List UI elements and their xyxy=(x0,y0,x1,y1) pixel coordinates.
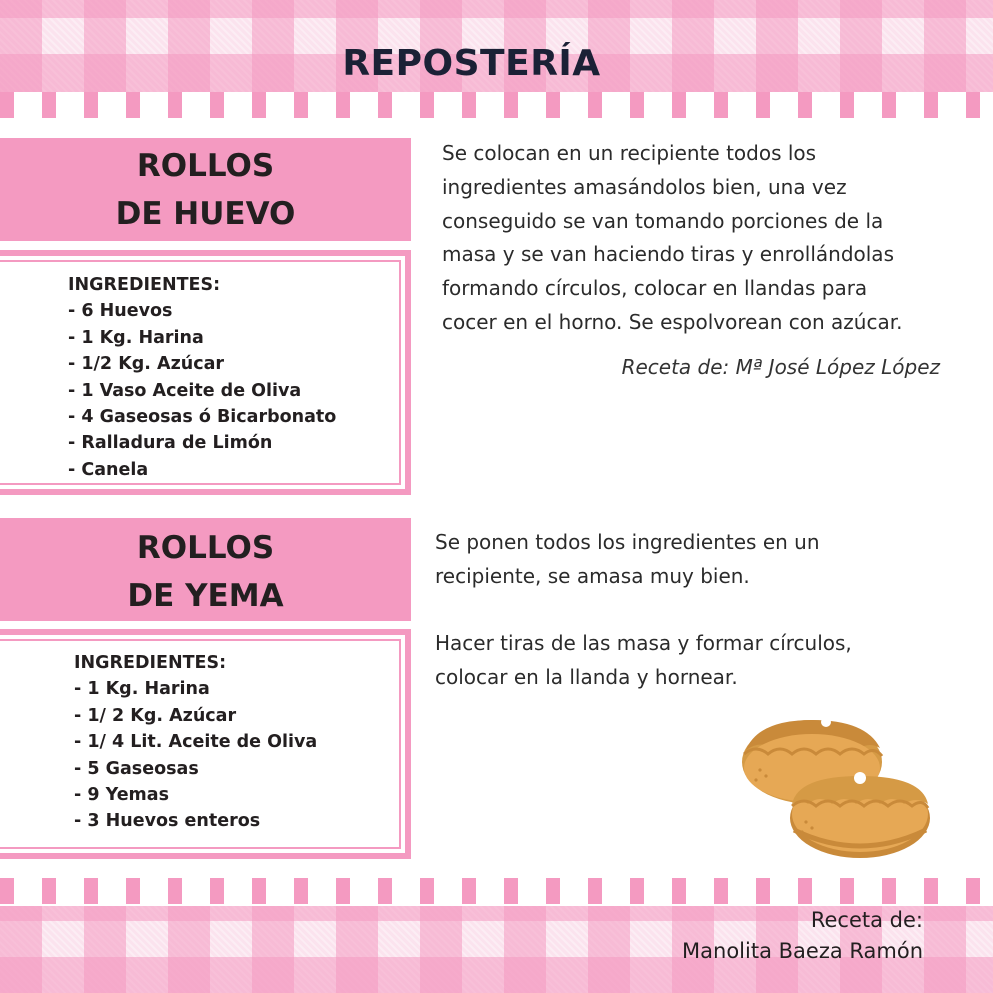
instructions-rollos-de-yema xyxy=(435,526,852,695)
ingredient-item: - 1 Vaso Aceite de Oliva xyxy=(68,380,302,401)
instruction-line: ingredientes amasándolos bien, una vez xyxy=(442,174,847,199)
recipe-title-line1: ROLLOS xyxy=(136,530,275,566)
ingredient-item: - 4 Gaseosas ó Bicarbonato xyxy=(68,407,337,428)
footer-credit xyxy=(682,905,923,967)
ingredient-item: - 6 Huevos xyxy=(68,301,173,322)
ingredient-item: - Ralladura de Limón xyxy=(68,433,273,454)
ingredient-item: - 1/2 Kg. Azúcar xyxy=(68,354,225,375)
ingredients-list-rollos-de-huevo xyxy=(68,272,336,483)
recipe-title-line1: ROLLOS xyxy=(136,148,275,184)
bottom-stripe-border xyxy=(0,878,993,904)
instruction-line: formando círculos, colocar en llandas para xyxy=(442,276,868,301)
ingredients-list-rollos-de-yema xyxy=(74,650,317,835)
ingredient-item: - 3 Huevos enteros xyxy=(74,811,261,832)
ingredient-item: - 1/ 2 Kg. Azúcar xyxy=(74,705,237,726)
recipe-title-rollos-de-yema xyxy=(0,518,411,621)
footer-credit-line1: Receta de: xyxy=(810,908,923,932)
ingredient-item: - 5 Gaseosas xyxy=(74,758,199,779)
recipe-title-line2: DE HUEVO xyxy=(115,196,296,232)
instruction-line: Se colocan en un recipiente todos los xyxy=(442,141,817,165)
ingredient-item: - 1 Kg. Harina xyxy=(74,679,210,700)
ingredient-item: - 9 Yemas xyxy=(74,785,170,806)
ingredient-item: - Canela xyxy=(68,459,149,480)
instructions-rollos-de-huevo xyxy=(442,137,902,340)
instruction-line: Se ponen todos los ingredientes en un xyxy=(435,530,820,554)
top-stripe-border xyxy=(0,92,993,118)
instruction-spacer xyxy=(435,594,852,628)
ingredient-item: - 1 Kg. Harina xyxy=(68,327,204,348)
recipe-credit-rollos-de-huevo: Receta de: Mª José López López xyxy=(621,355,940,379)
instruction-line: Hacer tiras de las masa y formar círculos, xyxy=(435,631,852,656)
footer-credit-line2: Manolita Baeza Ramón xyxy=(682,939,923,963)
rollos-pastry-icon xyxy=(738,712,938,862)
recipe-title-rollos-de-huevo xyxy=(0,138,411,241)
ingredients-heading: INGREDIENTES: xyxy=(68,275,221,295)
instruction-line: cocer en el horno. Se espolvorean con azúcar. xyxy=(442,309,903,334)
ingredients-heading: INGREDIENTES: xyxy=(74,653,227,673)
instruction-line: colocar en la llanda y hornear. xyxy=(435,665,738,690)
recipe-title-line2: DE YEMA xyxy=(127,578,284,614)
ingredient-item: - 1/ 4 Lit. Aceite de Oliva xyxy=(74,732,318,753)
instruction-line: conseguido se van tomando porciones de la xyxy=(442,208,884,233)
instruction-line: recipiente, se amasa muy bien. xyxy=(435,563,750,588)
instruction-line: masa y se van haciendo tiras y enrollándolas xyxy=(442,242,894,267)
page-title: REPOSTERÍA xyxy=(342,43,601,84)
